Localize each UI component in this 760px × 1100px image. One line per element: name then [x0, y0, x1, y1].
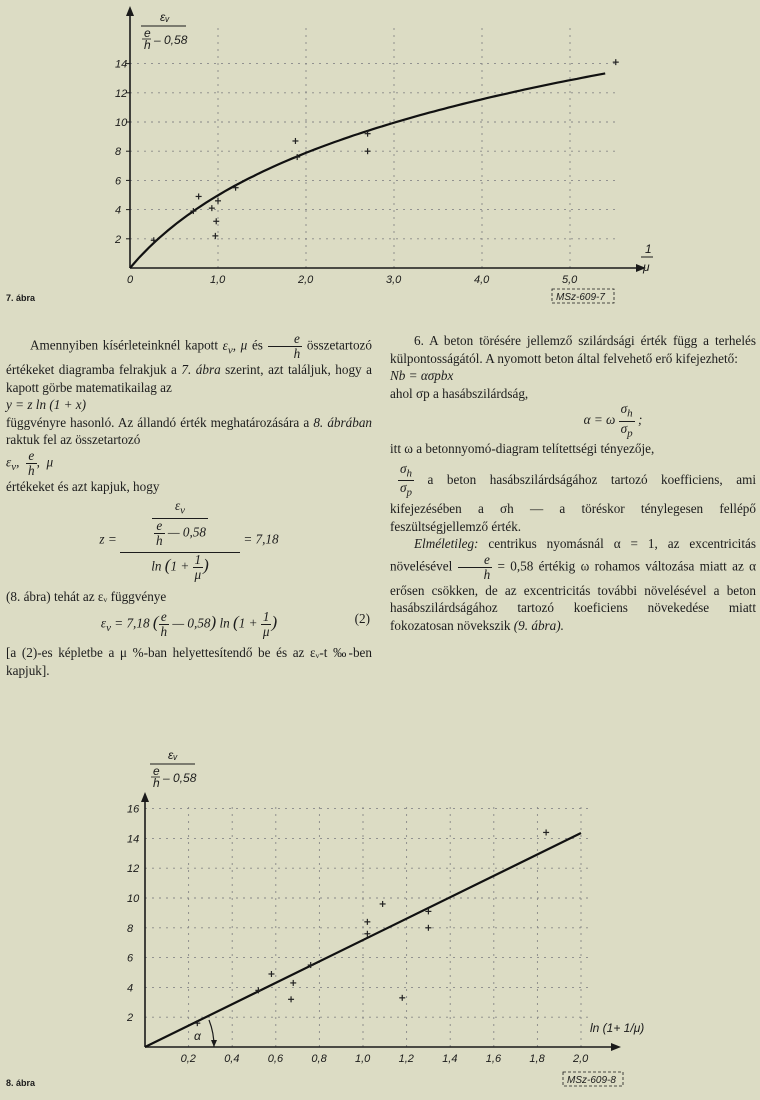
data-point — [212, 233, 218, 239]
data-point — [365, 148, 371, 154]
figure-8-chart — [0, 742, 760, 1100]
data-point — [268, 971, 274, 977]
equation-alpha: α = ω $\frac{\sigma_h}{\sigma_p}$ ; — [583, 401, 643, 440]
data-point — [292, 138, 298, 144]
y-tick-label: 16 — [127, 803, 140, 816]
y-tick-label: 10 — [127, 893, 140, 905]
x-tick-label: 0,2 — [180, 1053, 196, 1065]
x-tick-label: 1,6 — [485, 1053, 502, 1065]
data-point — [288, 996, 294, 1002]
equation-nb: Nb = ασpbx — [390, 368, 454, 383]
y-tick-label: 8 — [127, 922, 134, 935]
y-label-numerator: εᵥ — [168, 748, 178, 762]
x-tick-label: 0,6 — [267, 1053, 284, 1065]
data-point — [209, 205, 215, 211]
y-tick-label: 8 — [115, 146, 122, 159]
figure-7-stamp: MSz-609-7 — [556, 292, 605, 303]
x-tick-label: 2,0 — [573, 1053, 589, 1065]
right-paragraph-2: ahol σp a hasábszilárdság, — [390, 385, 529, 401]
x-tick-label: 2,0 — [298, 274, 314, 286]
x-axis-arrow — [611, 1043, 621, 1051]
right-paragraph-3: itt ω a betonnyomó-diagram telítettségi tényezője, — [390, 441, 655, 457]
data-point — [213, 218, 219, 224]
figure-8-caption: 8. ábra — [6, 1078, 36, 1088]
equation-number: (2) — [354, 611, 370, 627]
left-paragraph-5: [a (2)-es képletbe a μ %-ban helyettesítendő be és az εᵥ-t ‰-ben kapjuk]. — [6, 645, 372, 678]
x-tick-label: 1,4 — [442, 1053, 458, 1065]
y-tick-label: 4 — [115, 204, 122, 217]
equation-z: z = $\varepsilon_v$ $\frac{e}{h}$ — 0,58 ln (1 + $\frac{1}{\mu}$ ) = 7,18 — [99, 498, 279, 582]
y-label-h: h — [153, 776, 160, 790]
left-paragraph-1: Amennyiben kísérleteinknél kapott $\varepsilon_v$, μ és $\frac{e}{h}$ összetartozó értékeket diagramba felrakjuk a 7. ábra szerint, azt találjuk, hogy a kapott görbe matematikailag az — [6, 331, 372, 395]
figure-7-chart — [0, 0, 760, 312]
right-paragraph-4: $\frac{\sigma_h}{\sigma_p}$ a beton hasábszilárdságához tartozó koefficiens, ami kifejezésében a σh — a töréskor ténylegesen fellépő feszültségjellemző érték. — [390, 460, 756, 534]
right-paragraph-5: Elméletileg: centrikus nyomásnál α = 1, az excentricitás növelésével $\frac{e}{h}$ = 0,58 értékig ω rohamos változása miatt az α erősen csökken, de az excentricitás további növelésével a beton hasábszilárdságához tartozó koeficiens növekedése miatt fokozatosan növekszik (9. ábra). — [390, 536, 757, 633]
left-paragraph-2: függvényre hasonló. Az állandó érték meghatározására a 8. ábrában raktuk fel az összetartozó — [6, 414, 373, 447]
y-tick-label: 12 — [127, 863, 140, 876]
data-point — [425, 925, 431, 931]
data-point — [613, 59, 619, 65]
data-point — [196, 193, 202, 199]
equation-variables: $\varepsilon_v$, $\frac{e}{h}$ , μ — [6, 447, 54, 478]
left-paragraph-3: értékeket és azt kapjuk, hogy — [6, 478, 160, 494]
y-tick-label: 10 — [115, 117, 128, 129]
x-tick-label: 1,2 — [398, 1053, 414, 1065]
fit-line — [145, 833, 581, 1047]
x-tick-label: 3,0 — [386, 274, 402, 286]
x-label: ln (1+ 1/μ) — [590, 1021, 645, 1035]
origin-label: 0 — [127, 274, 134, 286]
y-label-rest: – 0,58 — [163, 771, 197, 785]
right-paragraph-1: 6. A beton törésére jellemző szilárdsági érték függ a terhelés külpontosságától. A nyomott beton által felvehető erő kifejezhető: — [390, 333, 756, 366]
data-point — [364, 919, 370, 925]
left-paragraph-4: (8. ábra) tehát az εᵥ függvénye — [6, 588, 167, 604]
fraction-e-h: $\frac{e}{h}$ — [268, 332, 303, 361]
y-tick-label: 6 — [127, 952, 134, 965]
equation-2: $\varepsilon_v = 7,18$ ( $\frac{e}{h}$ — 0,58) ln (1 + $\frac{1}{\mu}$ ) (2) — [100, 609, 370, 640]
y-label-numerator: εᵥ — [160, 10, 170, 24]
y-tick-label: 4 — [127, 982, 134, 995]
y-tick-label: 14 — [115, 58, 128, 71]
figure-8-stamp: MSz-609-8 — [567, 1075, 616, 1086]
angle-label: α — [194, 1029, 201, 1043]
equation-y-zln: y = z ln (1 + x) — [6, 397, 87, 412]
y-tick-label: 12 — [115, 87, 128, 100]
x-tick-label: 1,0 — [355, 1053, 371, 1065]
y-tick-label: 2 — [115, 233, 122, 246]
y-axis-arrow — [126, 6, 134, 16]
data-point — [380, 901, 386, 907]
y-label-h: h — [144, 38, 151, 52]
y-label-e: e — [153, 764, 160, 778]
data-point — [399, 995, 405, 1001]
y-label-e: e — [144, 26, 151, 40]
right-column — [390, 332, 756, 634]
left-column — [6, 332, 372, 679]
y-axis-arrow — [141, 792, 149, 802]
data-point — [215, 198, 221, 204]
x-tick-label: 1,8 — [529, 1053, 545, 1065]
figure-8 — [0, 742, 760, 1100]
x-label-numerator: 1 — [645, 242, 652, 256]
figure-7 — [0, 0, 760, 312]
y-tick-label: 2 — [127, 1012, 134, 1025]
x-label-denominator: μ — [643, 260, 650, 274]
y-tick-label: 14 — [127, 833, 140, 846]
x-tick-label: 4,0 — [474, 274, 490, 286]
angle-arrow — [211, 1040, 217, 1047]
y-tick-label: 6 — [115, 175, 122, 188]
data-point — [290, 980, 296, 986]
x-tick-label: 5,0 — [562, 274, 578, 286]
x-tick-label: 0,4 — [224, 1053, 240, 1065]
x-tick-label: 0,8 — [311, 1053, 327, 1065]
data-point — [543, 829, 549, 835]
figure-7-caption: 7. ábra — [6, 293, 36, 303]
x-tick-label: 1,0 — [210, 274, 226, 286]
y-label-rest: – 0,58 — [154, 33, 188, 47]
